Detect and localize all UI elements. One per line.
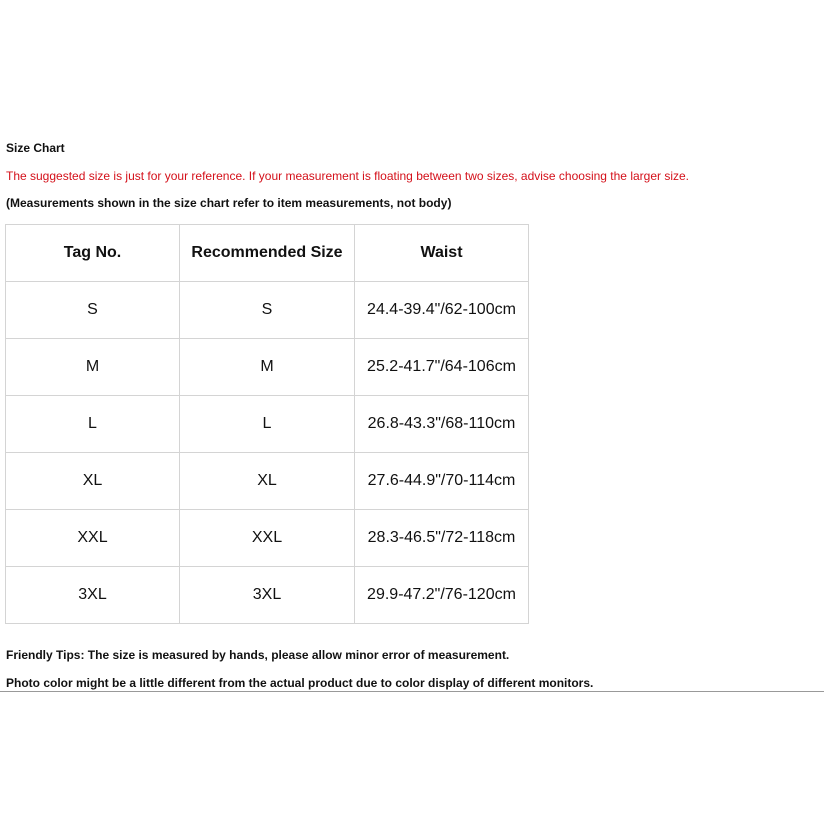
cell-tag: XL: [6, 453, 180, 510]
cell-recommended: L: [180, 396, 355, 453]
header-recommended-size: Recommended Size: [180, 225, 355, 282]
table-row: [6, 396, 529, 453]
cell-tag: M: [6, 339, 180, 396]
size-table: [5, 224, 529, 624]
cell-tag: 3XL: [6, 567, 180, 624]
cell-waist: 29.9-47.2"/76-120cm: [355, 567, 529, 624]
cell-waist: 26.8-43.3"/68-110cm: [355, 396, 529, 453]
friendly-tip: Friendly Tips: The size is measured by hands, please allow minor error of measurement.: [6, 648, 510, 662]
table-row: [6, 510, 529, 567]
measurement-note: (Measurements shown in the size chart refer to item measurements, not body): [6, 196, 452, 210]
cell-recommended: XL: [180, 453, 355, 510]
cell-tag: S: [6, 282, 180, 339]
cell-recommended: M: [180, 339, 355, 396]
color-disclaimer: Photo color might be a little different from the actual product due to color display of different monitors.: [6, 676, 594, 690]
cell-tag: XXL: [6, 510, 180, 567]
divider-line: [0, 691, 824, 692]
cell-waist: 24.4-39.4"/62-100cm: [355, 282, 529, 339]
cell-recommended: S: [180, 282, 355, 339]
header-tag-no: Tag No.: [6, 225, 180, 282]
size-chart-title: Size Chart: [6, 141, 65, 155]
cell-waist: 27.6-44.9"/70-114cm: [355, 453, 529, 510]
table-row: [6, 453, 529, 510]
table-header-row: [6, 225, 529, 282]
cell-tag: L: [6, 396, 180, 453]
size-advice-note: The suggested size is just for your reference. If your measurement is floating between two sizes, advise choosing the larger size.: [6, 169, 690, 183]
cell-waist: 25.2-41.7"/64-106cm: [355, 339, 529, 396]
cell-recommended: 3XL: [180, 567, 355, 624]
table-row: [6, 339, 529, 396]
cell-waist: 28.3-46.5"/72-118cm: [355, 510, 529, 567]
header-waist: Waist: [355, 225, 529, 282]
cell-recommended: XXL: [180, 510, 355, 567]
table-row: [6, 282, 529, 339]
table-row: [6, 567, 529, 624]
